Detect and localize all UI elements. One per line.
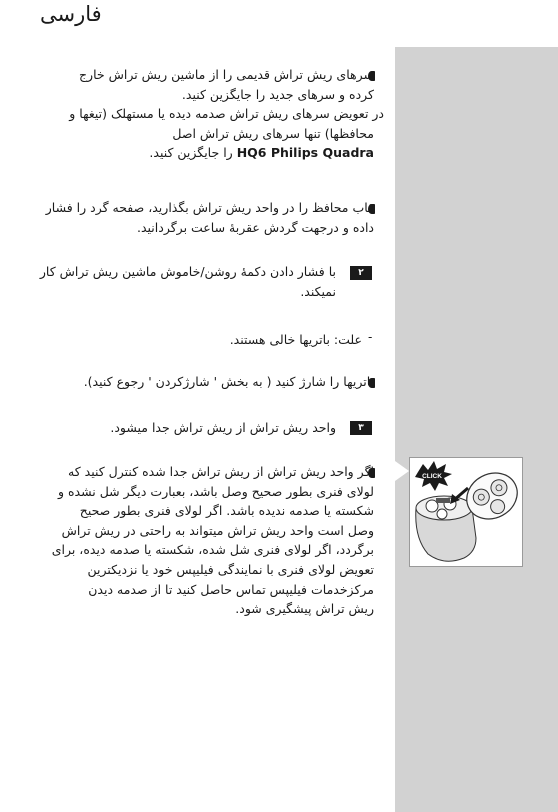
text-line: باتریها را شارژ کنید ( به بخش ' شارژکردن ' رجوع کنید). <box>83 374 374 389</box>
text-line: شکسته یا صدمه ندیده باشد. اگر لولای فنری بطور صحیح <box>79 503 374 519</box>
paragraph-replace-heads <box>79 65 374 104</box>
page-title: فارسی <box>40 2 102 26</box>
text-line: کرده و سرهای جدید را جایگزین کنید. <box>181 86 374 102</box>
side-panel <box>395 47 558 812</box>
text-line: اگر واحد ریش تراش از ریش تراش جدا شده کنترل کنید که <box>68 464 374 479</box>
text-line: برگردد، اگر لولای فنری شل شده، شکسته یا صدمه دیده، برای <box>51 542 374 558</box>
step-number-badge: ۳ <box>350 421 372 435</box>
side-notch <box>395 461 409 481</box>
shaver-drawing <box>410 458 522 566</box>
text-line: محافظها) تنها سرهای ریش تراش اصل <box>172 125 374 141</box>
cutter <box>437 509 447 519</box>
text-line <box>69 143 374 163</box>
paragraph-guard <box>46 198 374 237</box>
paragraph-charge <box>84 372 374 392</box>
shaver-illustration <box>409 457 523 567</box>
step-3-text <box>110 418 336 438</box>
text-line: سرهای ریش تراش قدیمی را از ماشین ریش تراش خارج <box>78 67 374 82</box>
model-name: HQ6 Philips Quadra <box>236 145 374 161</box>
text-line: مرکزخدمات فیلیپس تماس حاصل کنید تا از صدمه دیدن <box>88 581 374 597</box>
text-fragment: را جایگزین کنید. <box>149 145 233 161</box>
text-line: ریش تراش پیشگیری شود. <box>235 601 374 617</box>
text-line: در تعویض سرهای ریش تراش صدمه دیده یا مستهلک (تیغها و <box>69 106 384 121</box>
text-line: داده و درجهت گردش عقربهٔ ساعت برگردانید. <box>137 219 374 235</box>
dash-marker: - <box>368 330 373 344</box>
text-line: با فشار دادن دکمهٔ روشن/خاموش ماشین ریش تراش کار <box>39 264 336 279</box>
spring-hinge <box>436 498 450 503</box>
cause-text <box>230 330 362 350</box>
text-line: واحد ریش تراش از ریش تراش جدا میشود. <box>110 420 336 435</box>
paragraph-replace-note <box>69 104 384 163</box>
text-line: تعویض لولای فنری با نمایندگی فیلیپس خود یا نزدیکترین <box>87 561 374 577</box>
paragraph-spring-hinge <box>52 462 374 619</box>
text-line: وصل است واحد ریش تراش میتواند به راحتی در ریش تراش <box>61 522 374 538</box>
text-line: نمیکند. <box>300 283 336 299</box>
click-label: CLICK <box>422 473 442 480</box>
step-2-text <box>40 262 336 301</box>
text-line: قاب محافظ را در واحد ریش تراش بگذارید، صفحه گرد را فشار <box>45 200 374 215</box>
text-line: علت: باتریها خالی هستند. <box>229 332 362 347</box>
step-number-badge: ۲ <box>350 266 372 280</box>
text-line: لولای فنری بطور صحیح وصل باشد، بعبارت دیگر شل نشده و <box>57 483 374 499</box>
